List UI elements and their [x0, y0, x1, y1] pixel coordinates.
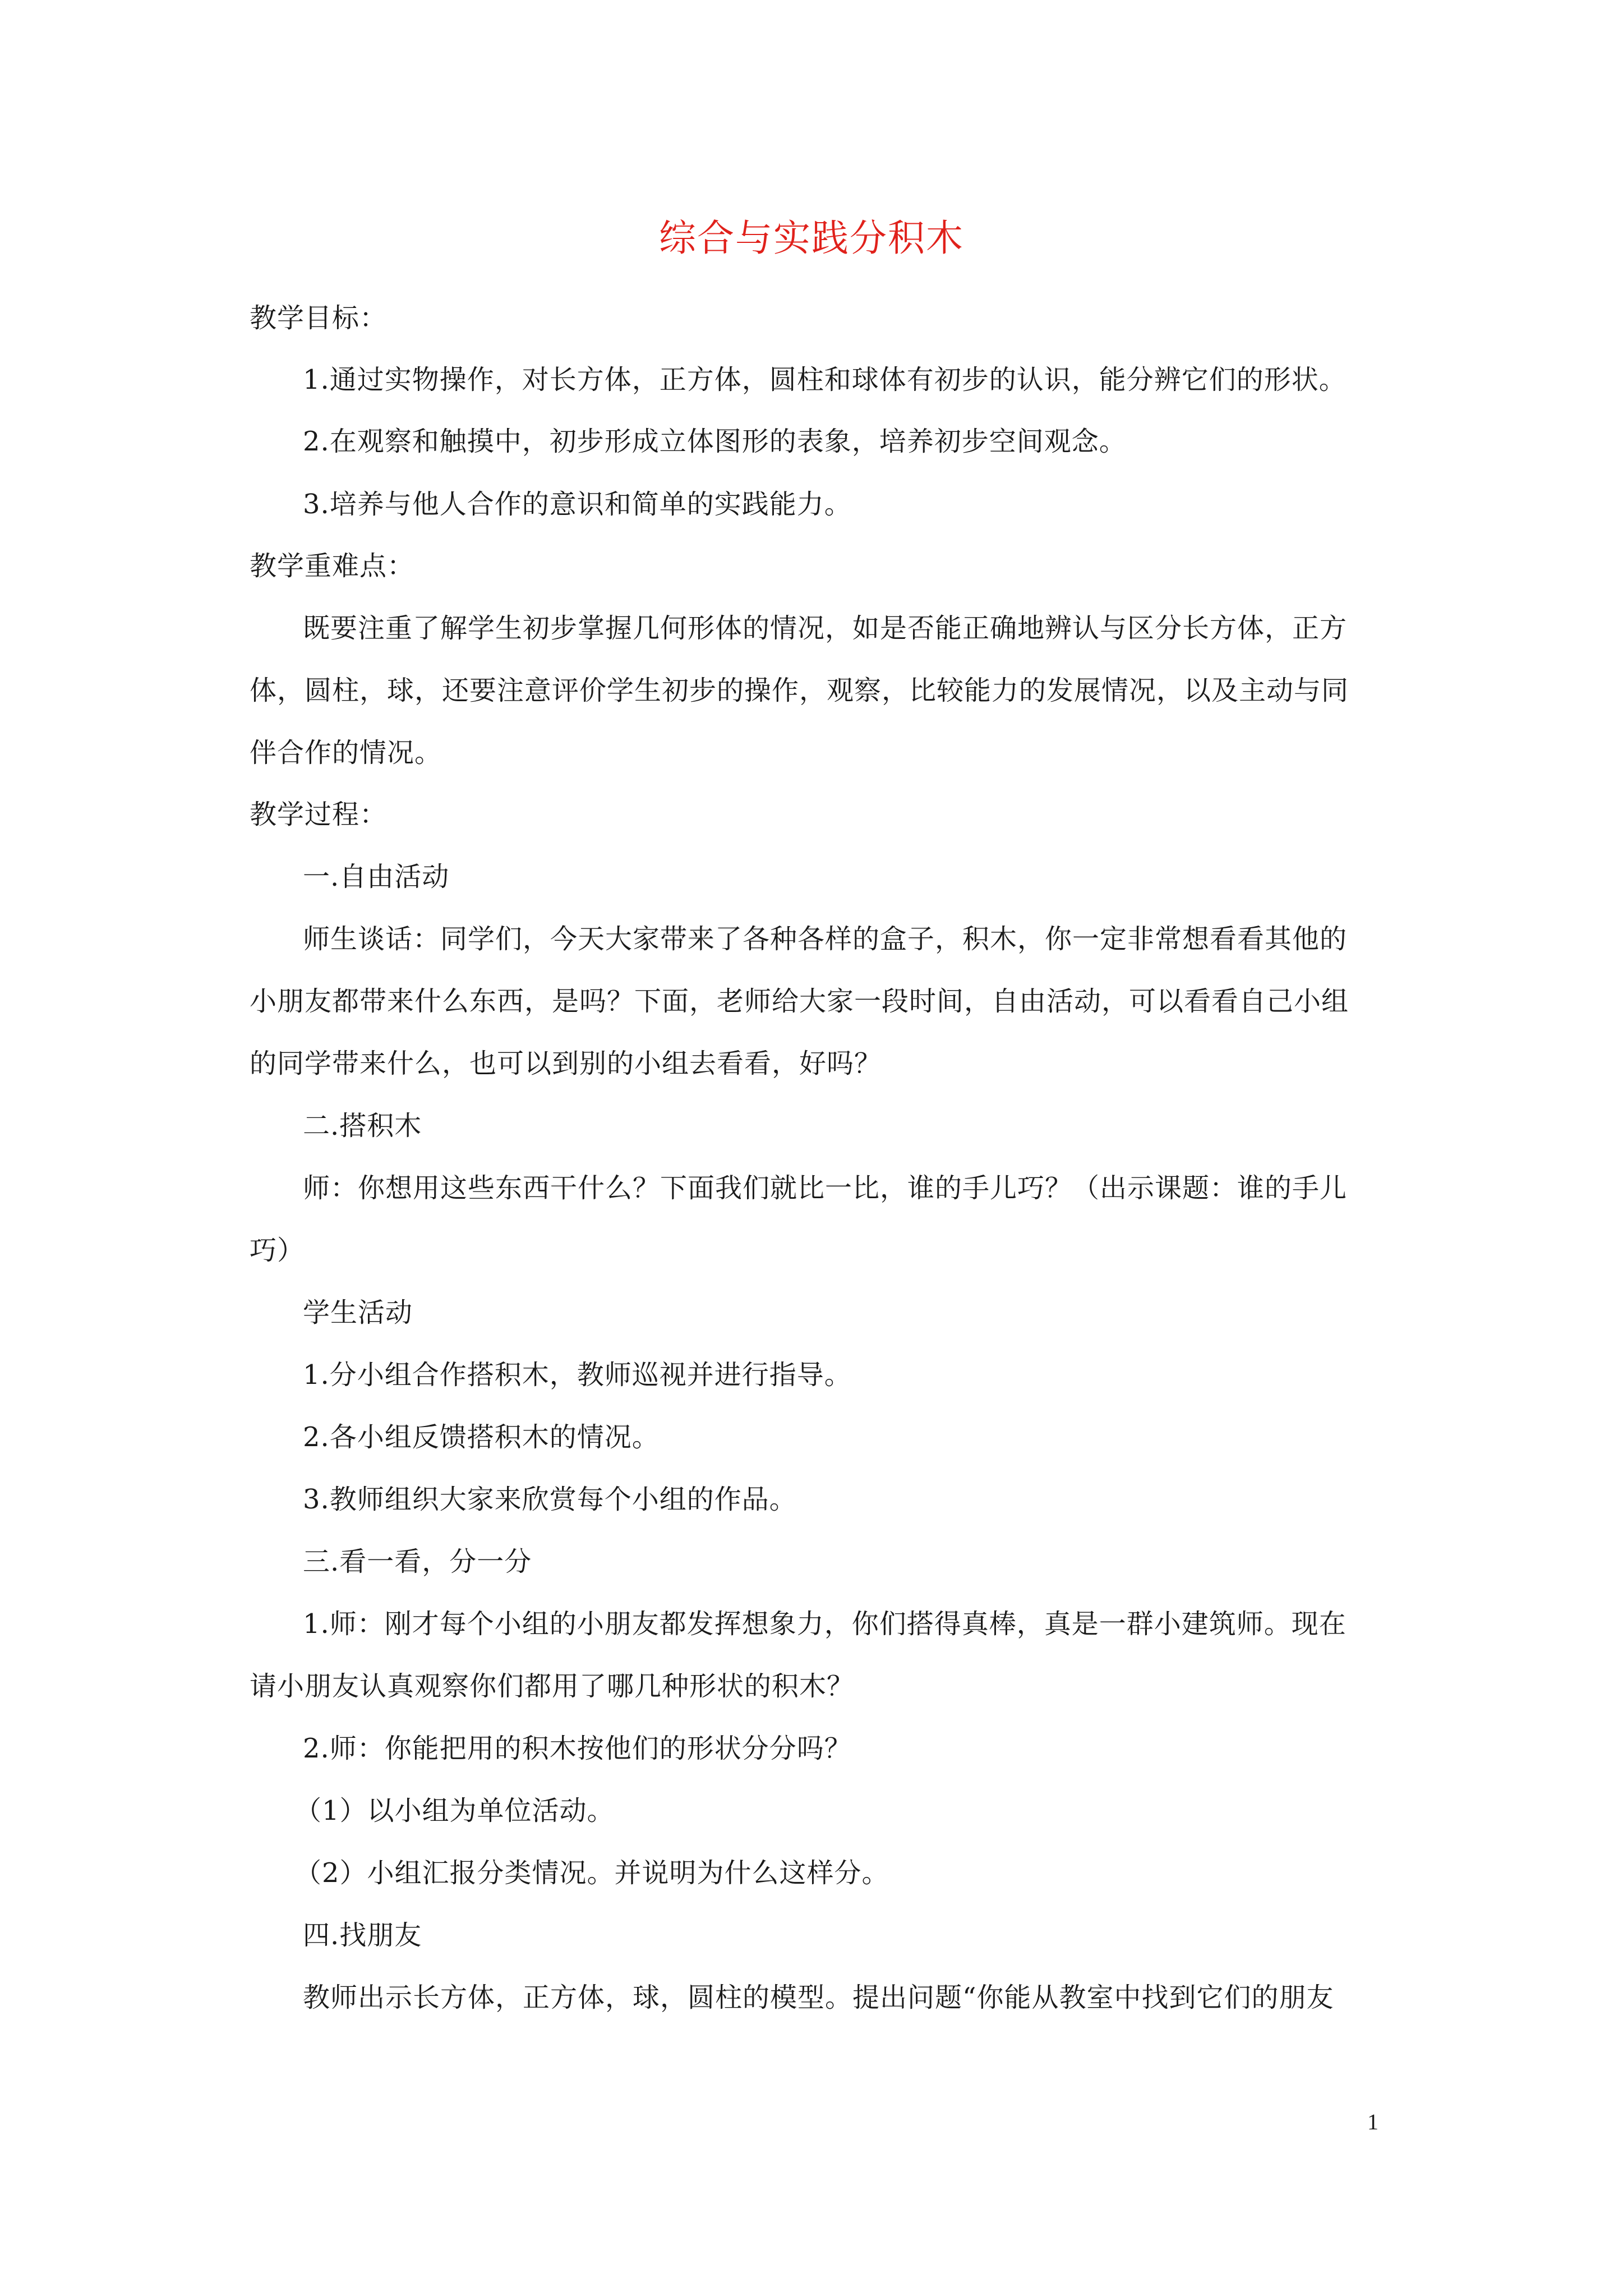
objective-1: 1.通过实物操作，对长方体，正方体，圆柱和球体有初步的认识，能分辨它们的形状。: [303, 364, 1347, 395]
step-3-item-2: 2.师：你能把用的积木按他们的形状分分吗？: [303, 1733, 852, 1764]
step-3-subitem-1: （1）以小组为单位活动。: [294, 1795, 615, 1826]
step-3-heading: 三.看一看，分一分: [303, 1546, 532, 1577]
step-4-heading: 四.找朋友: [303, 1920, 422, 1951]
step-3-item-1-line-2: 请小朋友认真观察你们都用了哪几种形状的积木？: [250, 1671, 855, 1702]
section-heading-key-points: 教学重难点：: [250, 550, 415, 582]
key-points-line-2: 体，圆柱，球，还要注意评价学生初步的操作，观察，比较能力的发展情况，以及主动与同: [250, 675, 1349, 706]
step-2-text-line-1: 师：你想用这些东西干什么？下面我们就比一比，谁的手儿巧？（出示课题：谁的手儿: [303, 1172, 1348, 1204]
page-number: 1: [1367, 2109, 1378, 2134]
student-activity-heading: 学生活动: [303, 1297, 413, 1328]
step-1-text-line-3: 的同学带来什么，也可以到别的小组去看看，好吗？: [250, 1048, 882, 1079]
student-activity-3: 3.教师组织大家来欣赏每个小组的作品。: [303, 1484, 797, 1515]
step-3-item-1-line-1: 1.师：刚才每个小组的小朋友都发挥想象力，你们搭得真棒，真是一群小建筑师。现在: [303, 1608, 1347, 1640]
step-2-heading: 二.搭积木: [303, 1110, 422, 1142]
step-1-text-line-1: 师生谈话：同学们，今天大家带来了各种各样的盒子，积木，你一定非常想看看其他的: [303, 923, 1348, 955]
step-1-text-line-2: 小朋友都带来什么东西，是吗？下面，老师给大家一段时间，自由活动，可以看看自己小组: [250, 986, 1349, 1017]
step-1-heading: 一.自由活动: [303, 861, 450, 892]
key-points-line-1: 既要注重了解学生初步掌握几何形体的情况，如是否能正确地辨认与区分长方体，正方: [303, 613, 1348, 644]
key-points-line-3: 伴合作的情况。: [250, 737, 442, 769]
document-title: 综合与实践分积木: [659, 217, 964, 260]
section-heading-objectives: 教学目标：: [250, 302, 388, 334]
objective-3: 3.培养与他人合作的意识和简单的实践能力。: [303, 489, 852, 520]
section-heading-process: 教学过程：: [250, 799, 388, 830]
step-4-text-line-1: 教师出示长方体，正方体，球，圆柱的模型。提出问题“你能从教室中找到它们的朋友: [303, 1982, 1334, 2013]
step-3-subitem-2: （2）小组汇报分类情况。并说明为什么这样分。: [294, 1857, 889, 1889]
student-activity-1: 1.分小组合作搭积木，教师巡视并进行指导。: [303, 1359, 852, 1391]
student-activity-2: 2.各小组反馈搭积木的情况。: [303, 1421, 660, 1453]
step-2-text-line-2: 巧）: [250, 1235, 305, 1266]
objective-2: 2.在观察和触摸中，初步形成立体图形的表象，培养初步空间观念。: [303, 426, 1127, 457]
